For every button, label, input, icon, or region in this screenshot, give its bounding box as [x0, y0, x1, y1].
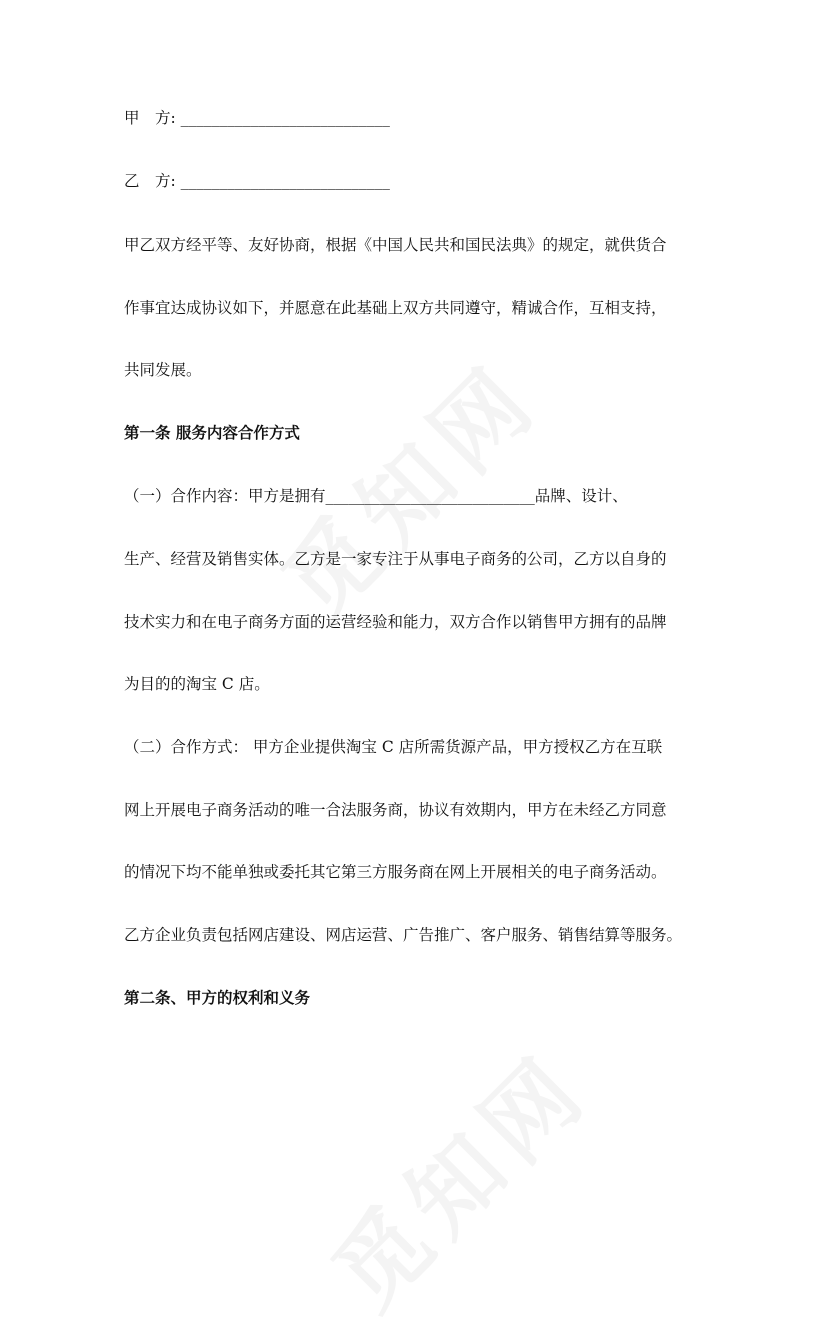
intro-line-1: 甲乙双方经平等、友好协商，根据《中国人民共和国民法典》的规定，就供货合: [124, 236, 667, 254]
article-1-section-1-line-2: 生产、经营及销售实体。乙方是一家专注于从事电子商务的公司，乙方以自身的: [124, 550, 667, 568]
intro-line-2: 作事宜达成协议如下，并愿意在此基础上双方共同遵守，精诚合作，互相支持，: [124, 299, 667, 317]
article-1-section-1-line-4: 为目的的淘宝 C 店。: [124, 675, 270, 693]
article-1-section-2-line-4: 乙方企业负责包括网店建设、网店运营、广告推广、客户服务、销售结算等服务。: [124, 926, 683, 944]
party-b-line: 乙 方: ___________________________: [124, 172, 390, 190]
article-2-heading: 第二条、甲方的权利和义务: [124, 988, 311, 1007]
party-a-line: 甲 方: ___________________________: [124, 109, 390, 127]
article-1-section-1-line-1: （一）合作内容：甲方是拥有___________________________品牌、设计、: [124, 487, 628, 505]
article-1-section-2-line-1: （二）合作方式： 甲方企业提供淘宝 C 店所需货源产品，甲方授权乙方在互联: [124, 738, 663, 756]
watermark-bottom: [299, 1019, 613, 1333]
intro-line-3: 共同发展。: [124, 361, 202, 379]
article-1-heading: 第一条 服务内容合作方式: [124, 423, 300, 442]
article-1-section-2-line-3: 的情况下均不能单独或委托其它第三方服务商在网上开展相关的电子商务活动。: [124, 863, 667, 881]
article-1-section-1-line-3: 技术实力和在电子商务方面的运营经验和能力，双方合作以销售甲方拥有的品牌: [124, 613, 667, 631]
article-1-section-2-line-2: 网上开展电子商务活动的唯一合法服务商，协议有效期内，甲方在未经乙方同意: [124, 801, 667, 819]
